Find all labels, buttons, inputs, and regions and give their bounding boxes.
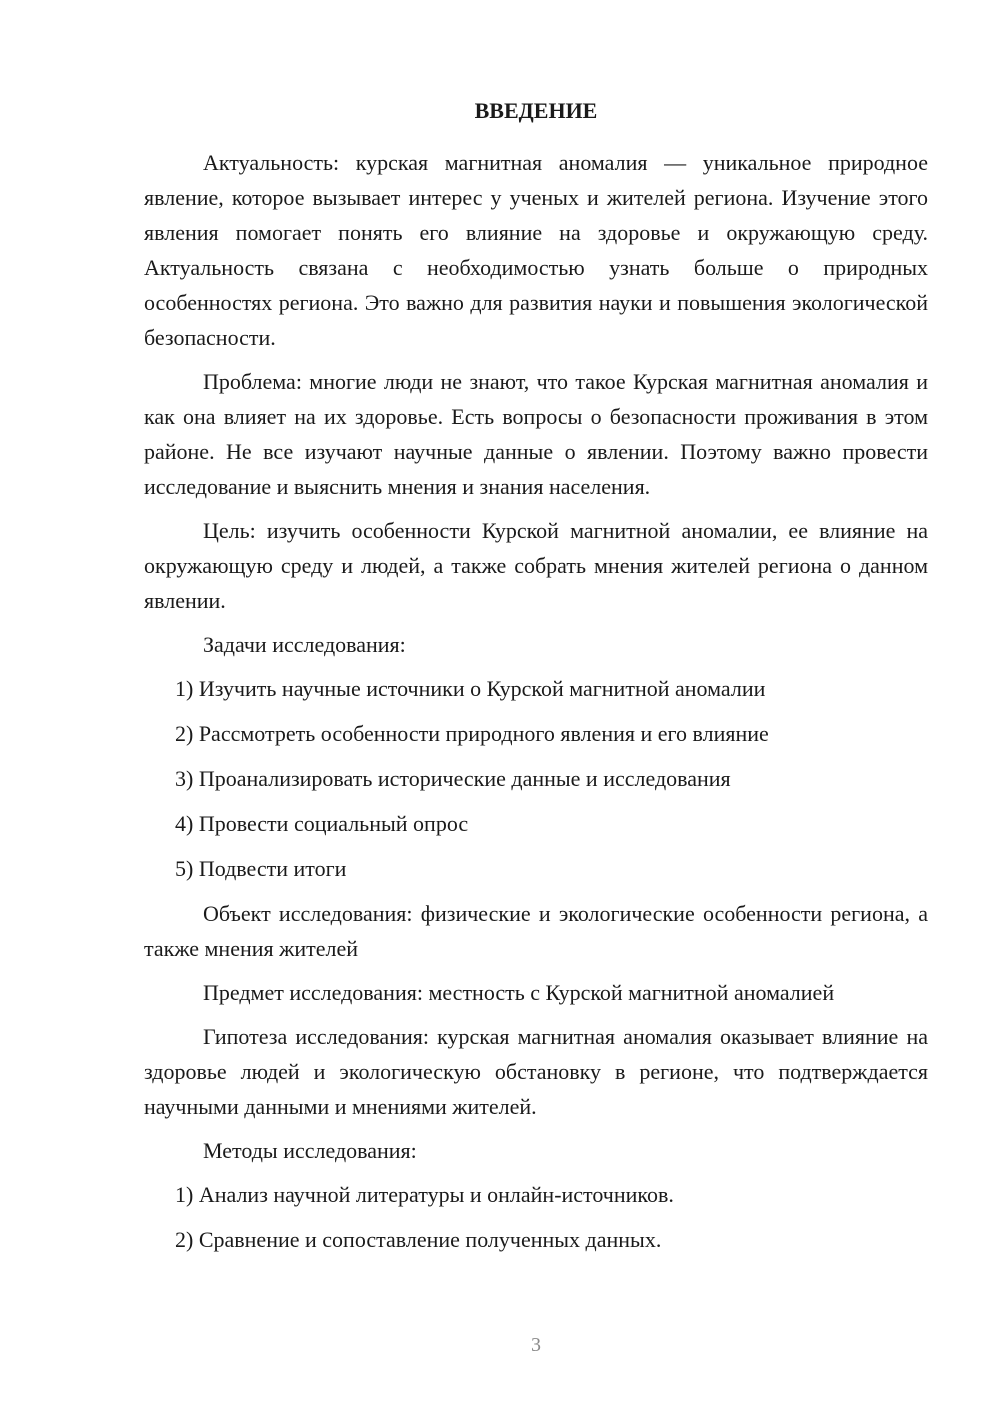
list-item: 2) Рассмотреть особенности природного явления и его влияние bbox=[175, 721, 769, 746]
relevance-paragraph: Актуальность: курская магнитная аномалия — уникальное природное явление, которое вызывает интерес у ученых и жителей региона. Изучение этого явления помогает понять его влияние на здоровье и окружающую среду. Актуальность связана с необходимостью узнать больше о природных особенностях региона. Это важно для развития науки и повышения экологической безопасности. bbox=[144, 150, 928, 350]
methods-heading: Методы исследования: bbox=[203, 1138, 417, 1163]
page-title: ВВЕДЕНИЕ bbox=[474, 98, 598, 123]
list-item: 3) Проанализировать исторические данные и исследования bbox=[175, 766, 731, 791]
subject-paragraph: Предмет исследования: местность с Курской магнитной аномалией bbox=[203, 980, 835, 1005]
page-content bbox=[144, 97, 928, 1267]
list-item: 1) Анализ научной литературы и онлайн-источников. bbox=[175, 1182, 674, 1207]
hypothesis-paragraph: Гипотеза исследования: курская магнитная аномалия оказывает влияние на здоровье людей и экологическую обстановку в регионе, что подтверждается научными данными и мнениями жителей. bbox=[144, 1024, 928, 1119]
list-item: 2) Сравнение и сопоставление полученных данных. bbox=[175, 1227, 662, 1252]
list-item: 1) Изучить научные источники о Курской магнитной аномалии bbox=[175, 676, 766, 701]
list-item: 5) Подвести итоги bbox=[175, 856, 347, 881]
tasks-list bbox=[144, 671, 928, 886]
tasks-heading: Задачи исследования: bbox=[203, 632, 406, 657]
object-paragraph: Объект исследования: физические и экологические особенности региона, а также мнения жителей bbox=[144, 901, 928, 961]
methods-list bbox=[144, 1177, 928, 1257]
list-item: 4) Провести социальный опрос bbox=[175, 811, 469, 836]
page-number: 3 bbox=[531, 1334, 541, 1356]
problem-paragraph: Проблема: многие люди не знают, что такое Курская магнитная аномалия и как она влияет на их здоровье. Есть вопросы о безопасности проживания в этом районе. Не все изучают научные данные о явлении. Поэтому важно провести исследование и выяснить мнения и знания населения. bbox=[144, 369, 928, 499]
goal-paragraph: Цель: изучить особенности Курской магнитной аномалии, ее влияние на окружающую среду и людей, а также собрать мнения жителей региона о данном явлении. bbox=[144, 518, 928, 613]
